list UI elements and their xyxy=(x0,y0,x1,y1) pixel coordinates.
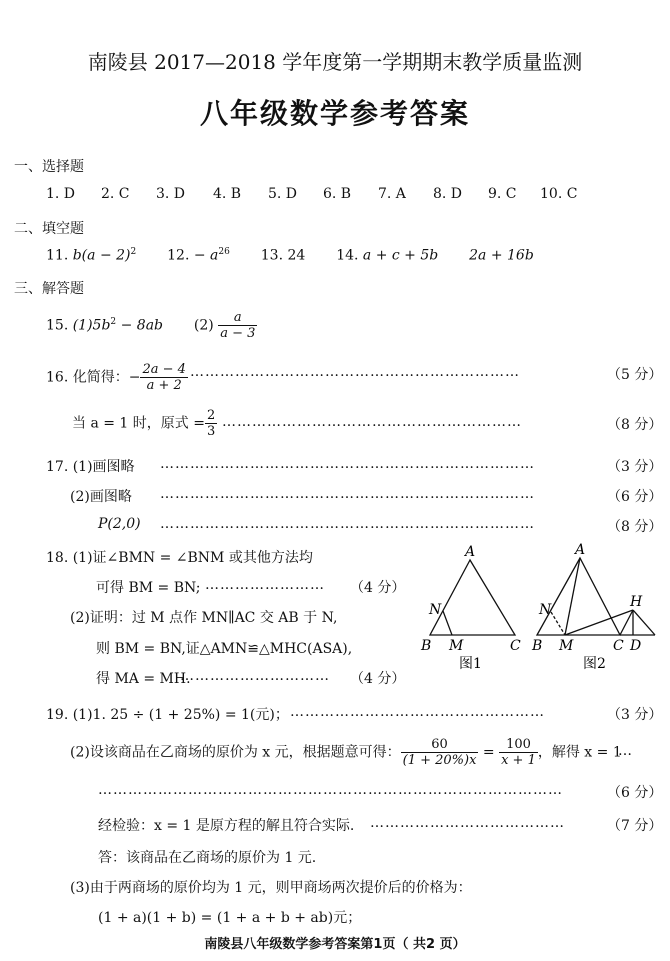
q19-l2-fraction2 xyxy=(499,737,538,768)
fig1-triangle-abc xyxy=(430,560,515,635)
leader-dots: ………………………………………………………………… xyxy=(160,516,535,532)
fig2-label-c: C xyxy=(613,638,624,654)
fraction-numerator: a xyxy=(218,310,257,326)
figure-2 xyxy=(531,542,655,672)
fraction-denominator: x + 1 xyxy=(501,753,536,768)
choice-answer: 5. D xyxy=(268,186,298,202)
fraction-numerator: 2 xyxy=(206,408,216,423)
q18-l1: (1)证∠BMN = ∠BNM 或其他方法均 xyxy=(72,550,313,566)
choice-answer: 3. D xyxy=(156,186,186,202)
fill-answer-13: 13. 24 xyxy=(260,247,306,264)
fraction-numerator: 100 xyxy=(499,737,538,753)
leader-dots: ………………………………… xyxy=(370,815,565,831)
fig2-label-m: M xyxy=(559,638,574,654)
fig1-label-m: M xyxy=(449,638,464,654)
fill-answers-row xyxy=(46,247,534,264)
fig1-label-n: N xyxy=(429,602,442,618)
leader-dots: … xyxy=(618,743,633,759)
doc-header-title: 南陵县 2017—2018 学年度第一学期期末教学质量监测 xyxy=(87,50,583,74)
q15-part1: (1)5b xyxy=(72,317,111,334)
fig2-triangle-abc xyxy=(537,558,620,635)
section-fill-heading: 二、填空题 xyxy=(14,221,84,237)
fig2-label-n: N xyxy=(539,602,552,618)
fill-answer-14b: 2a + 16b xyxy=(469,247,534,264)
q16-line1-fraction xyxy=(140,362,187,393)
q16-line2-prefix: 当 a = 1 时，原式 = xyxy=(72,415,205,432)
fill-answer-12-exp: 26 xyxy=(218,247,230,257)
q19-l2-prefix: (2)设该商品在乙商场的原价为 x 元，根据题意可得： xyxy=(70,744,401,761)
q19-l2-equals: = xyxy=(482,744,495,761)
fraction-denominator: a + 2 xyxy=(146,378,182,393)
fill-answer-12: − a xyxy=(193,247,219,264)
choice-answer: 2. C xyxy=(101,186,130,202)
choice-answer: 6. B xyxy=(323,186,352,202)
q18-l5: 得 MA = MH. xyxy=(96,671,191,687)
q16-line1 xyxy=(46,362,188,393)
choice-answer: 9. C xyxy=(488,186,517,202)
q18-l4: 则 BM = BN,证△AMN≌△MHC(ASA), xyxy=(96,641,353,657)
q15-part1-rest: − 8ab xyxy=(116,317,164,334)
fill-answer-11: b(a − 2) xyxy=(72,247,131,264)
q18-label: 18. xyxy=(46,550,69,566)
q15-line xyxy=(46,310,257,341)
leader-dots: …………………… xyxy=(205,577,325,593)
q16-line2-fraction xyxy=(205,408,217,439)
q18-l2-score: （4 分） xyxy=(350,580,406,596)
fill-answer-11-label: 11. xyxy=(46,247,69,264)
leader-dots: …………………………………………… xyxy=(290,704,545,720)
q17-l2: (2)画图略 xyxy=(70,489,132,505)
page-footer: 南陵县八年级数学参考答案第1页（ 共2 页） xyxy=(204,937,466,952)
leader-dots: ………………………………………………………………………………… xyxy=(98,782,563,798)
leader-dots: ………………………………………………………………… xyxy=(160,456,535,472)
q19-l3: 经检验：x = 1 是原方程的解且符合实际. xyxy=(98,818,355,834)
q17-l3-score: （8 分） xyxy=(607,519,663,535)
q19-l5: (3)由于两商场的原价均为 1 元，则甲商场两次提价后的价格为： xyxy=(70,880,472,896)
fig2-label-h: H xyxy=(630,594,643,610)
fig1-segment-nm xyxy=(443,611,452,635)
q19-l2-score: （6 分） xyxy=(607,785,663,801)
leader-dots: ………………………… xyxy=(180,668,330,684)
q17-line1 xyxy=(46,456,135,476)
q19-line2 xyxy=(70,737,622,768)
choice-answers-row xyxy=(46,186,585,202)
q17-l1-score: （3 分） xyxy=(607,459,663,475)
q16-label: 16. xyxy=(46,369,69,386)
section-choice-heading: 一、选择题 xyxy=(14,159,84,175)
q16-line2 xyxy=(72,408,217,439)
fig2-caption: 图2 xyxy=(583,656,606,672)
fig1-label-a: A xyxy=(465,544,476,560)
q18-line1 xyxy=(46,547,313,567)
choice-answer: 7. A xyxy=(378,186,406,202)
fig1-label-c: C xyxy=(510,638,521,654)
doc-subtitle: 八年级数学参考答案 xyxy=(199,97,470,130)
q17-l3-text: P(2,0) xyxy=(98,516,141,532)
q15-label: 15. xyxy=(46,317,69,334)
leader-dots: ………………………………………………………………… xyxy=(160,486,535,502)
fraction-numerator: 2a − 4 xyxy=(142,362,186,377)
choice-answer: 1. D xyxy=(46,186,76,202)
fig2-label-d: D xyxy=(630,638,642,654)
fig2-label-b: B xyxy=(532,638,543,654)
fig2-segment-h-ext xyxy=(633,610,655,635)
q17-l3 xyxy=(98,516,141,532)
q18-l2: 可得 BM = BN; xyxy=(96,580,201,596)
q16-line1-prefix: 化简得：− xyxy=(72,369,141,386)
fig1-caption: 图1 xyxy=(459,656,482,672)
q16-line1-score: （5 分） xyxy=(607,367,663,383)
geometry-figures xyxy=(415,540,665,675)
q19-l1: (1)1. 25 ÷ (1 + 25%) = 1(元)； xyxy=(72,707,289,723)
figure-1 xyxy=(420,544,521,672)
q16-line2-score: （8 分） xyxy=(607,417,663,433)
q19-l2-suffix: ，解得 x = 1 xyxy=(537,744,622,761)
choice-answer: 8. D xyxy=(433,186,463,202)
fig1-label-b: B xyxy=(421,638,432,654)
leader-dots: ………………………………………………………… xyxy=(190,364,520,380)
fill-answer-14a: a + c + 5b xyxy=(362,247,439,264)
leader-dots: …………………………………………………… xyxy=(222,414,522,430)
fill-answer-11-exp: 2 xyxy=(130,247,137,257)
q19-l3-score: （7 分） xyxy=(607,818,663,834)
q15-part1-exp: 2 xyxy=(110,316,117,327)
q17-l2-score: （6 分） xyxy=(607,489,663,505)
fig2-label-a: A xyxy=(575,542,586,558)
section-solve-heading: 三、解答题 xyxy=(14,281,84,297)
fraction-denominator: a − 3 xyxy=(220,326,256,341)
q19-l6: (1 + a)(1 + b) = (1 + a + b + ab)元； xyxy=(98,910,362,926)
q19-line1 xyxy=(46,704,289,724)
q15-part2-label: (2) xyxy=(193,317,214,334)
fig2-segment-nm-dashed xyxy=(551,612,565,635)
q19-l1-score: （3 分） xyxy=(607,707,663,723)
q17-l1: (1)画图略 xyxy=(72,459,135,475)
fill-answer-12-label: 12. xyxy=(167,247,190,264)
q17-label: 17. xyxy=(46,459,69,475)
fill-answer-14-label: 14. xyxy=(336,247,359,264)
q19-l2-fraction1 xyxy=(401,737,479,768)
fig2-segment-mh xyxy=(565,610,633,635)
choice-answer: 4. B xyxy=(213,186,242,202)
fraction-numerator: 60 xyxy=(401,737,479,753)
fraction-denominator: (1 + 20%)x xyxy=(402,753,477,768)
fraction-denominator: 3 xyxy=(206,424,216,439)
q19-l4: 答：该商品在乙商场的原价为 1 元. xyxy=(98,850,317,866)
q15-part2-fraction xyxy=(218,310,257,341)
q19-label: 19. xyxy=(46,707,69,723)
q18-l5-score: （4 分） xyxy=(350,671,406,687)
fig2-segment-ma xyxy=(565,558,580,635)
choice-answer: 10. C xyxy=(540,186,578,202)
q18-l3: (2)证明：过 M 点作 MN∥AC 交 AB 于 N, xyxy=(70,610,338,626)
